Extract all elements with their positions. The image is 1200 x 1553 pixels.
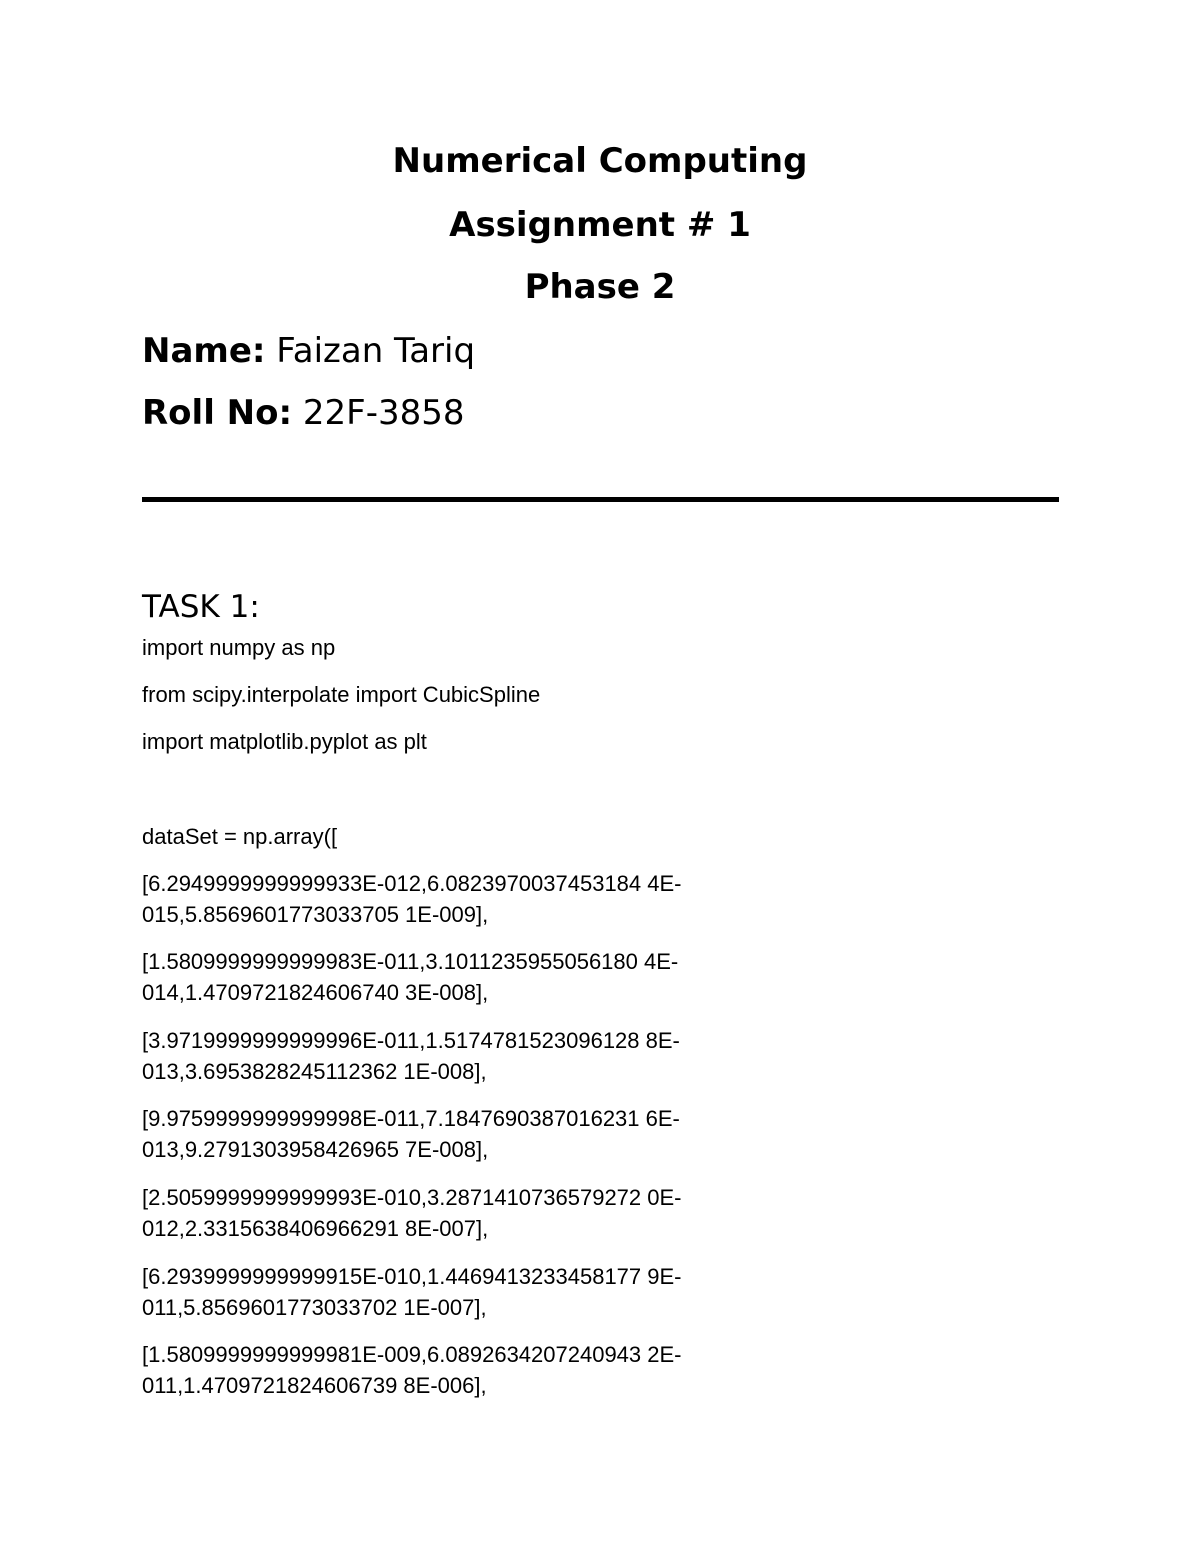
- code-line-import-scipy: from scipy.interpolate import CubicSpline: [142, 682, 541, 707]
- roll-field: [142, 393, 465, 433]
- data-row-line-2: 013,9.2791303958426965 7E-008],: [142, 1137, 489, 1162]
- data-row-line-2: 011,5.8569601773033702 1E-007],: [142, 1295, 487, 1320]
- data-row-line-1: [3.9719999999999996E-011,1.5174781523096128 8E-: [142, 1028, 680, 1053]
- data-row-line-2: 015,5.8569601773033705 1E-009],: [142, 902, 489, 927]
- data-row-line-1: [2.5059999999999993E-010,3.2871410736579272 0E-: [142, 1185, 682, 1210]
- data-row-line-2: 012,2.3315638406966291 8E-007],: [142, 1216, 489, 1241]
- name-field: [142, 331, 475, 371]
- phase-title: Phase 2: [524, 267, 676, 307]
- assignment-title: Assignment # 1: [449, 205, 751, 245]
- data-row: [142, 1025, 680, 1087]
- data-row-line-2: 011,1.4709721824606739 8E-006],: [142, 1373, 487, 1398]
- roll-label: Roll No:: [142, 393, 293, 433]
- code-line-import-numpy: import numpy as np: [142, 635, 336, 660]
- data-row: [142, 1339, 682, 1401]
- data-row-line-1: [1.5809999999999983E-011,3.1011235955056180 4E-: [142, 949, 679, 974]
- data-row: [142, 868, 682, 930]
- horizontal-rule: [142, 497, 1059, 502]
- data-row: [142, 1103, 680, 1165]
- task-heading: TASK 1:: [142, 589, 260, 625]
- data-row-line-1: [9.9759999999999998E-011,7.1847690387016231 6E-: [142, 1106, 680, 1131]
- data-row-line-1: [1.5809999999999981E-009,6.0892634207240943 2E-: [142, 1342, 682, 1367]
- data-row-line-2: 013,3.6953828245112362 1E-008],: [142, 1059, 487, 1084]
- code-line-dataset-open: dataSet = np.array([: [142, 824, 338, 849]
- data-row-line-1: [6.2939999999999915E-010,1.4469413233458177 9E-: [142, 1264, 682, 1289]
- code-line-import-matplotlib: import matplotlib.pyplot as plt: [142, 729, 427, 754]
- name-label: Name:: [142, 331, 266, 371]
- course-title: Numerical Computing: [392, 141, 808, 181]
- name-value: Faizan Tariq: [276, 331, 476, 371]
- data-row: [142, 1261, 682, 1323]
- data-row: [142, 946, 678, 1008]
- data-row: [142, 1182, 682, 1244]
- data-row-line-2: 014,1.4709721824606740 3E-008],: [142, 980, 489, 1005]
- roll-value: 22F-3858: [302, 393, 465, 433]
- data-row-line-1: [6.2949999999999933E-012,6.0823970037453184 4E-: [142, 871, 682, 896]
